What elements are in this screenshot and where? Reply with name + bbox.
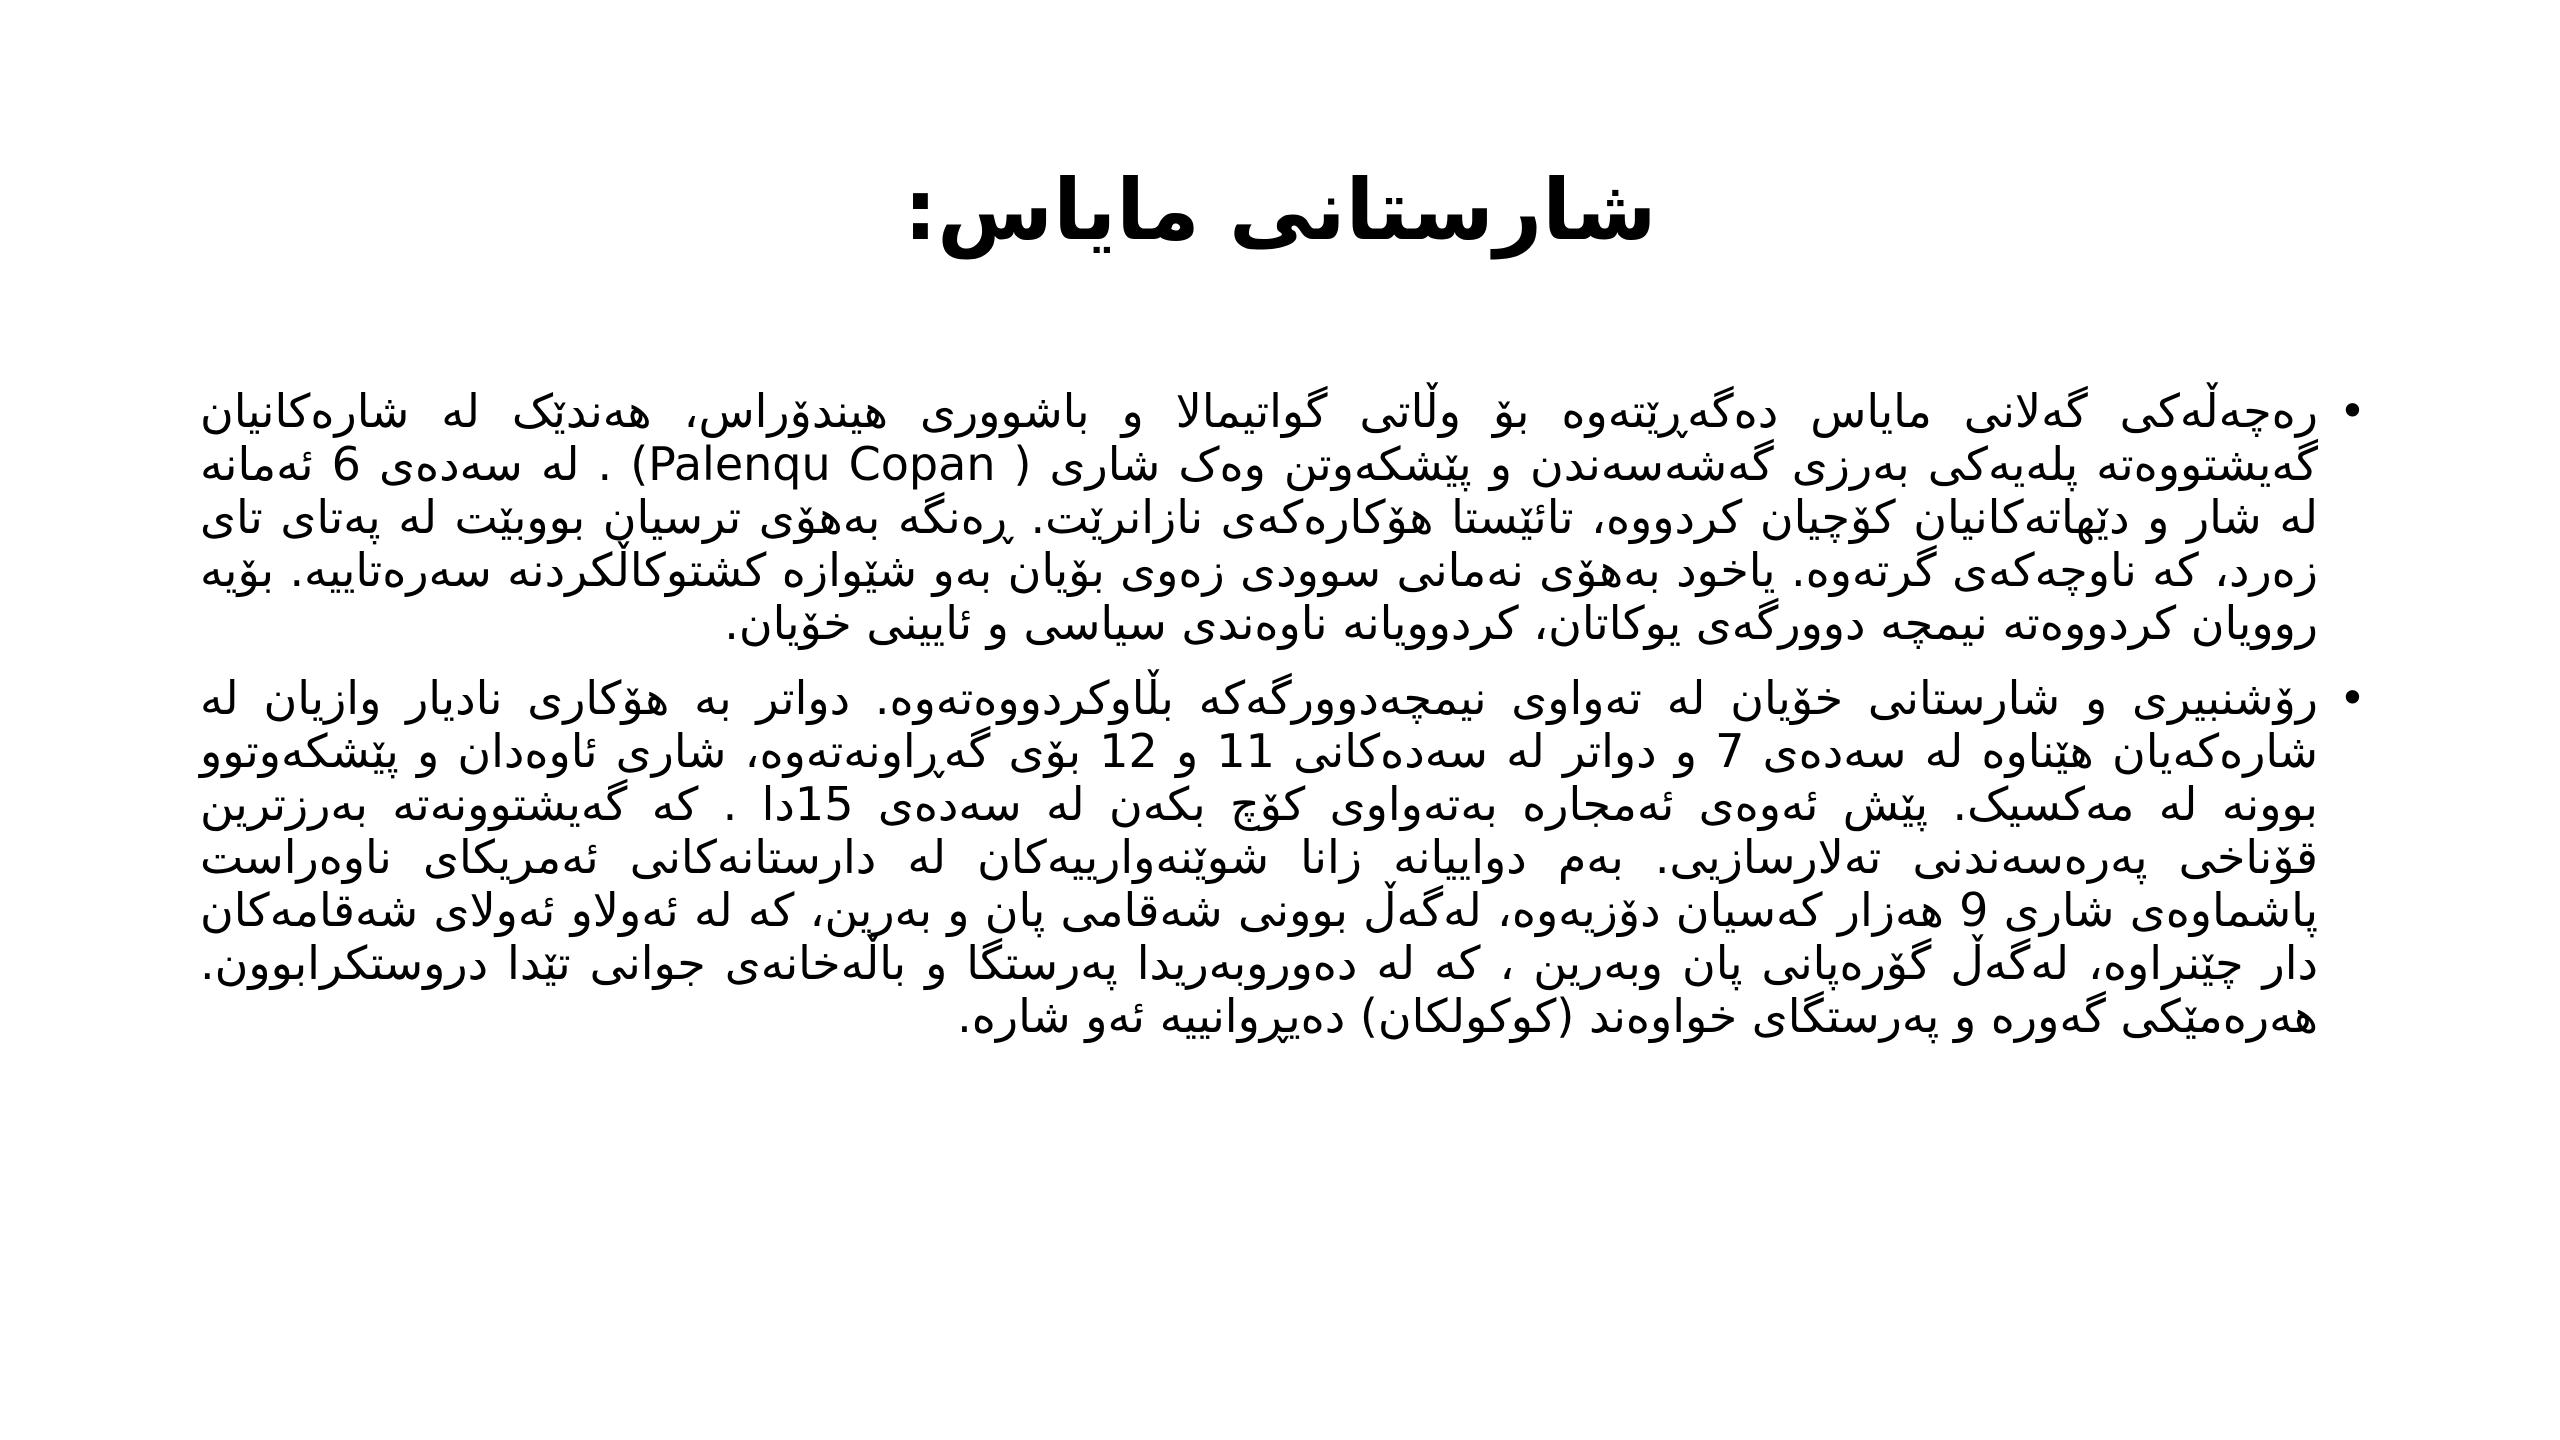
- bullet-text: رەچەڵەکی گەلانی مایاس دەگەڕێتەوە بۆ وڵاتی گواتیمالا و باشووری هیندۆراس، هەندێک لە شارەکانیان گەیشتووەتە پلەیەکی بەرزی گەشەسەندن و پێشکەوتن وەک شاری ( Palenqu Copan) . لە سەدەی 6 ئەمانە لە شار و دێهاتەکانیان کۆچیان کردووە، تائێستا هۆکارەکەی نازانرێت. ڕەنگە بەهۆی ترسیان بووبێت لە پەتای تای زەرد، کە ناوچەکەی گرتەوە. یاخود بەهۆی نەمانی سوودی زەوی بۆیان بەو شێوازە کشتوکاڵکردنە سەرەتاییە. بۆیە روویان کردووەتە نیمچە دوورگەی یوکاتان، کردوویانە ناوەندی سیاسی و ئایینی خۆیان.: [200, 384, 2318, 650]
- slide-title: شارستانی مایاس:: [903, 161, 1657, 259]
- bullet-marker: •: [2338, 384, 2366, 438]
- bullet-item: [200, 672, 2370, 1043]
- bullet-text: رۆشنبیری و شارستانی خۆیان لە تەواوی نیمچەدوورگەکە بڵاوکردووەتەوە. دواتر بە هۆکاری نادیار وازیان لە شارەکەیان هێناوە لە سەدەی 7 و دواتر لە سەدەکانی 11 و 12 بۆی گەڕاونەتەوە، شاری ئاوەدان و پێشکەوتوو بوونە لە مەکسیک. پێش ئەوەی ئەمجارە بەتەواوی کۆچ بکەن لە سەدەی 15دا . کە گەیشتوونەتە بەرزترین قۆناخی پەرەسەندنی تەلارسازیی. بەم دواییانە زانا شوێنەوارییەکان لە دارستانەکانی ئەمریکای ناوەراست پاشماوەی شاری 9 هەزار کەسیان دۆزیەوە، لەگەڵ بوونی شەقامی پان و بەرین، کە لە ئەولاو ئەولای شەقامەکان دار چێنراوە، لەگەڵ گۆرەپانی پان وبەرین ، کە لە دەوروبەریدا پەرستگا و باڵەخانەی جوانی تێدا دروستکرابوون. هەرەمێکی گەورە و پەرستگای خواوەند (کوکولکان) دەیڕوانییە ئەو شارە.: [200, 671, 2318, 1043]
- bullet-item: [200, 385, 2370, 650]
- bullet-list: [200, 385, 2370, 1065]
- bullet-marker: •: [2338, 671, 2366, 725]
